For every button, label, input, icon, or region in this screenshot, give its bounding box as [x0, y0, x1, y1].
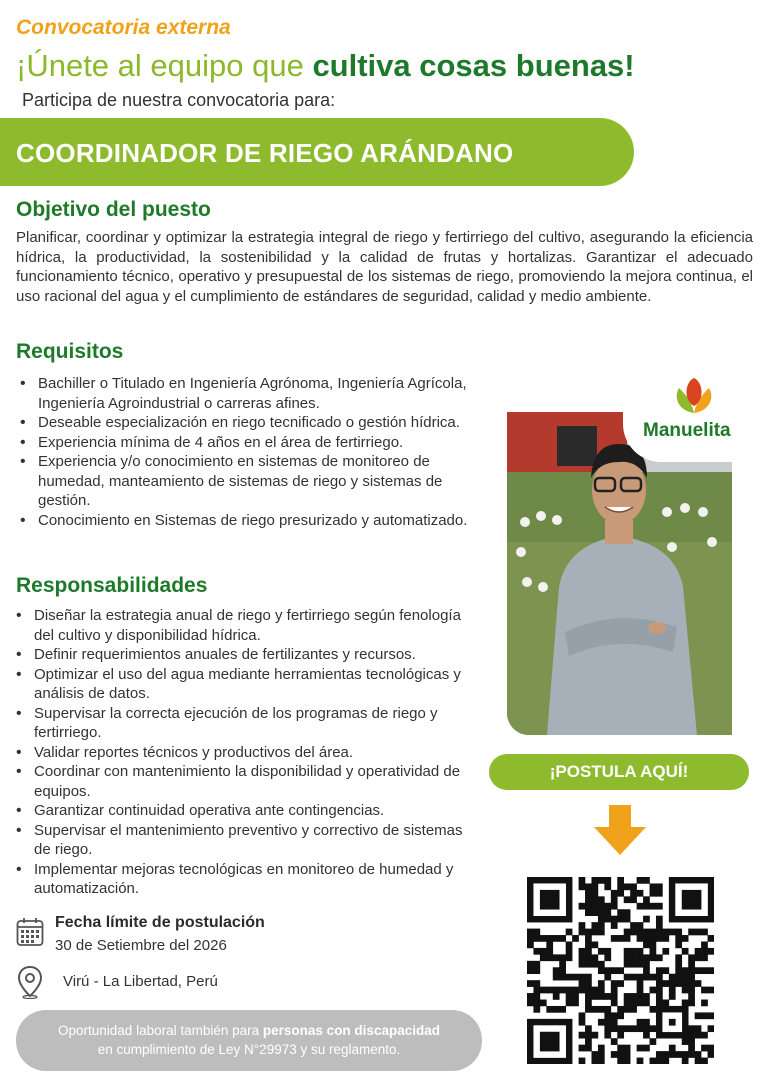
- requirement-item: • Conocimiento en Sistemas de riego presurizado y automatizado.: [16, 511, 486, 531]
- headline-part1: ¡Únete al equipo que: [16, 48, 313, 83]
- requirements-list: [16, 374, 486, 530]
- requirement-item: • Bachiller o Titulado en Ingeniería Agrónoma, Ingeniería Agrícola, Ingeniería Agroindustrial o carreras afines.: [16, 374, 486, 413]
- logo-container: [623, 366, 768, 462]
- apply-button[interactable]: ¡POSTULA AQUÍ!: [489, 754, 749, 790]
- objective-title: Objetivo del puesto: [16, 198, 211, 221]
- location-text: Virú - La Libertad, Perú: [63, 973, 218, 990]
- objective-text: Planificar, coordinar y optimizar la estrategia integral de riego y fertirriego del cultivo, asegurando la eficiencia hídrica, la productividad, la sostenibilidad y la calidad de frutas y hortalizas. Garantizar el adecuado funcionamiento técnico, operativo y presupuestal de los sistemas de riego, promoviendo la mejora continua, el uso racional del agua y el cumplimiento de estándares de seguridad, calidad y medio ambiente.: [16, 229, 753, 305]
- responsibility-item: • Supervisar la correcta ejecución de los programas de riego y fertirriego.: [12, 704, 482, 743]
- intro-text: Participa de nuestra convocatoria para:: [22, 90, 336, 110]
- responsibilities-title: Responsabilidades: [16, 574, 208, 597]
- deadline-date: 30 de Setiembre del 2026: [55, 937, 227, 954]
- brand-name: Manuelita: [643, 420, 731, 441]
- notice-line-2: en cumplimiento de Ley N°29973 y su reglamento.: [97, 1042, 401, 1057]
- notice-line1-bold: personas con discapacidad: [262, 1023, 440, 1038]
- headline: [16, 48, 635, 84]
- requirement-item: • Deseable especialización en riego tecnificado o gestión hídrica.: [16, 413, 486, 433]
- headline-part2: cultiva cosas buenas!: [312, 48, 635, 83]
- deadline-title: Fecha límite de postulación: [55, 914, 265, 931]
- requirement-item: • Experiencia mínima de 4 años en el área de fertirriego.: [16, 433, 486, 453]
- requirements-title: Requisitos: [16, 340, 124, 363]
- responsibility-item: • Diseñar la estrategia anual de riego y fertirriego según fenología del cultivo y disponibilidad hídrica.: [12, 606, 482, 645]
- job-title: COORDINADOR DE RIEGO ARÁNDANO: [16, 138, 514, 168]
- manuelita-logo-icon: [671, 376, 717, 414]
- requirement-item: • Experiencia y/o conocimiento en sistemas de monitoreo de humedad, manteamiento de sistemas de riego y sistemas de gestión.: [16, 452, 486, 511]
- arrow-down-icon: [594, 805, 646, 855]
- notice-line1-part1: Oportunidad laboral también para: [58, 1023, 263, 1038]
- location-pin-icon: [17, 965, 43, 999]
- responsibility-item: • Garantizar continuidad operativa ante contingencias.: [12, 801, 482, 821]
- responsibility-item: • Coordinar con mantenimiento la disponibilidad y operatividad de equipos.: [12, 762, 482, 801]
- responsibility-item: • Implementar mejoras tecnológicas en monitoreo de humedad y automatización.: [12, 860, 482, 899]
- inclusion-notice: [16, 1010, 482, 1071]
- responsibility-item: • Supervisar el mantenimiento preventivo y correctivo de sistemas de riego.: [12, 821, 482, 860]
- calendar-icon: [16, 917, 44, 947]
- kicker: Convocatoria externa: [16, 16, 231, 39]
- qr-code[interactable]: [527, 877, 714, 1064]
- notice-line-1: [16, 1021, 482, 1040]
- responsibilities-list: [12, 606, 482, 899]
- responsibility-item: • Definir requerimientos anuales de fertilizantes y recursos.: [12, 645, 482, 665]
- responsibility-item: • Validar reportes técnicos y productivos del área.: [12, 743, 482, 763]
- responsibility-item: • Optimizar el uso del agua mediante herramientas tecnológicas y análisis de datos.: [12, 665, 482, 704]
